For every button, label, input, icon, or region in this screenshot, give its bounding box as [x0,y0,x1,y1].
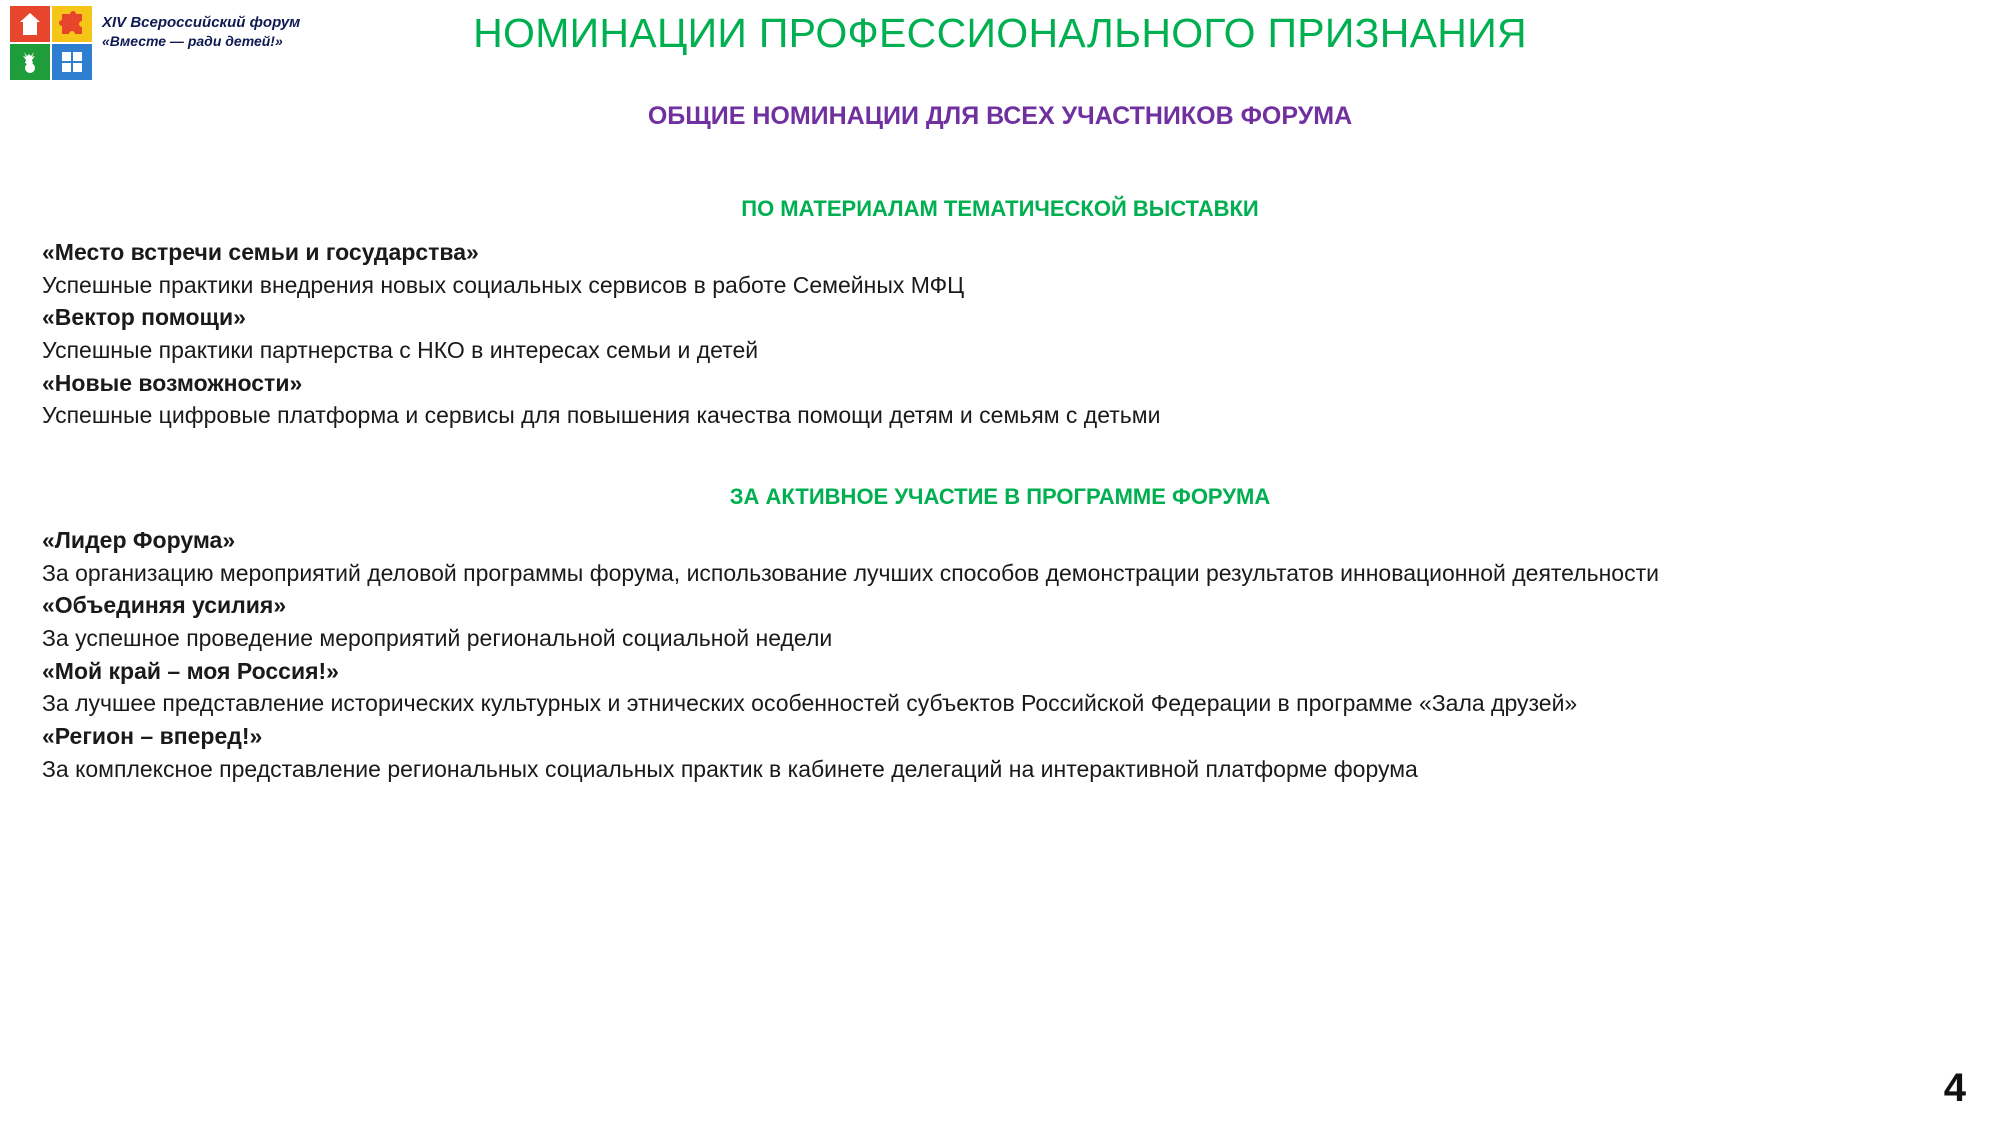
logo-line-2: «Вместе — ради детей!» [102,32,283,49]
page-number: 4 [1943,1066,1966,1110]
nomination-description: За комплексное представление региональных социальных практик в кабинете делегаций на интерактивной платформе форума [42,755,1418,782]
logo-line-1: XIV Всероссийский форум [102,14,301,31]
nominations-content [42,196,1958,785]
nomination-title: «Лидер Форума» [42,526,236,553]
nomination-title: «Мой край – моя Россия!» [42,657,339,684]
nomination-title: «Место встречи семьи и государства» [42,239,479,265]
nomination-description: За успешное проведение мероприятий региональной социальной недели [42,624,833,651]
nomination-title: «Вектор помощи» [42,304,246,331]
section-heading-exhibition: ПО МАТЕРИАЛАМ ТЕМАТИЧЕСКОЙ ВЫСТАВКИ [741,196,1259,221]
nomination-title: «Объединяя усилия» [42,592,287,619]
nomination-description: Успешные практики внедрения новых социальных сервисов в работе Семейных МФЦ [42,271,965,298]
nomination-description: За организацию мероприятий деловой программы форума, использование лучших способов демонстрации результатов инновационной деятельности [42,559,1659,586]
nomination-title: «Регион – вперед!» [42,722,263,749]
page-title: НОМИНАЦИИ ПРОФЕССИОНАЛЬНОГО ПРИЗНАНИЯ [473,10,1527,56]
nomination-description: За лучшее представление исторических культурных и этнических особенностей субъектов Российской Федерации в программе «Зала друзей» [42,690,1578,717]
section-heading-program: ЗА АКТИВНОЕ УЧАСТИЕ В ПРОГРАММЕ ФОРУМА [729,483,1271,509]
nomination-description: Успешные практики партнерства с НКО в интересах семьи и детей [42,336,759,363]
page-subtitle: ОБЩИЕ НОМИНАЦИИ ДЛЯ ВСЕХ УЧАСТНИКОВ ФОРУМА [647,102,1353,130]
nomination-title: «Новые возможности» [42,369,303,396]
nomination-description: Успешные цифровые платформа и сервисы для повышения качества помощи детям и семьям с детьми [42,402,1161,429]
